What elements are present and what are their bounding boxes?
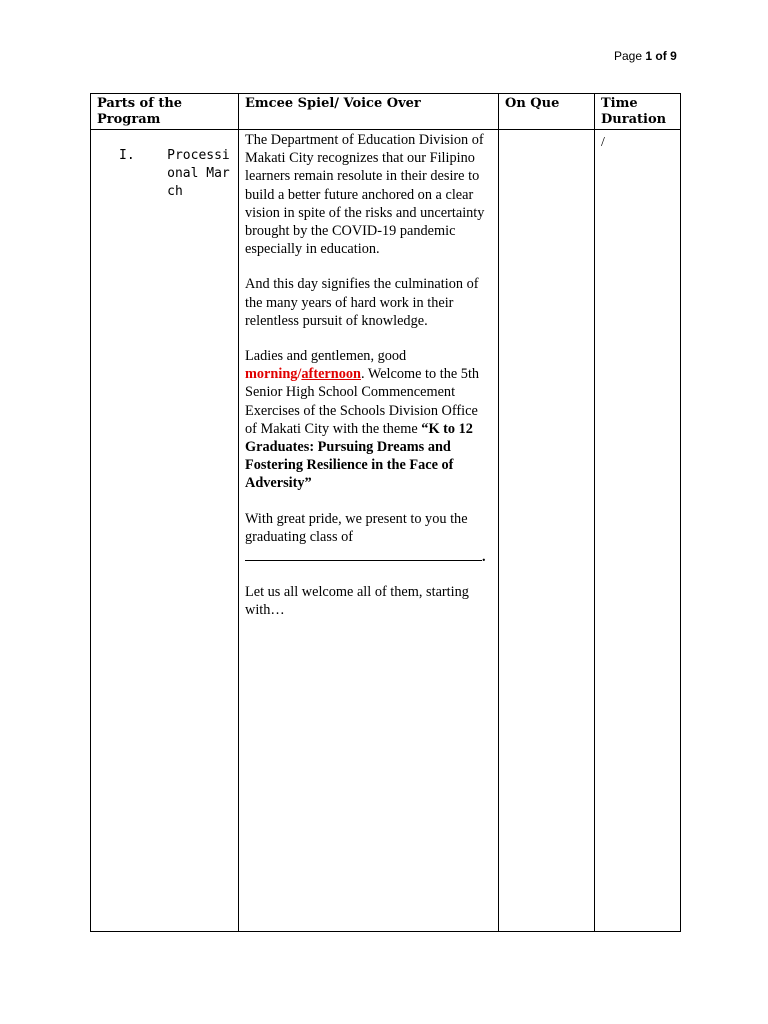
page-label: Page	[614, 49, 643, 63]
cue-cell	[499, 130, 595, 932]
header-cue: On Que	[499, 94, 595, 130]
welcome-text: . Welcome to the 5th Senior High School Commencement Exercises of the Schools Division Office of Makati City with the theme	[245, 366, 480, 437]
table-header-row	[91, 94, 681, 130]
page-of: of	[655, 49, 667, 63]
header-spiel: Emcee Spiel/ Voice Over	[239, 94, 499, 130]
spiel-cell	[239, 130, 499, 932]
greeting-text: Ladies and gentlemen, good	[245, 348, 407, 365]
spiel-paragraph-3	[245, 347, 492, 493]
time-value: /	[601, 135, 605, 150]
header-time: Time Duration	[595, 94, 681, 130]
part-numeral: I.	[119, 148, 135, 163]
spiel-paragraph-1: The Department of Education Division of Makati City recognizes that our Filipino learners remain resolute in their desire to build a better future anchored on a clear vision in spite of the risks and uncertainty brought by the COVID-19 pandemic especially in education.	[245, 132, 485, 258]
header-parts: Parts of the Program	[91, 94, 239, 130]
program-table	[90, 93, 681, 932]
spiel-paragraph-2: And this day signifies the culmination of the many years of hard work in their relentless pursuit of knowledge.	[245, 276, 479, 329]
spiel-paragraph-5: Let us all welcome all of them, starting with…	[245, 584, 469, 619]
present-text: With great pride, we present to you the graduating class of	[245, 510, 468, 545]
time-cell	[595, 130, 681, 932]
blank-period: .	[482, 549, 486, 566]
theme-text: “K to 12 Graduates: Pursuing Dreams and Fostering Resilience in the Face of Adversity”	[245, 420, 473, 492]
spiel-paragraph-4	[245, 510, 492, 567]
greeting-afternoon: afternoon	[301, 366, 361, 383]
page-current: 1	[645, 49, 653, 63]
table-row	[91, 130, 681, 932]
part-cell	[91, 130, 239, 932]
blank-line	[245, 546, 482, 561]
part-label: Processional March	[167, 148, 230, 199]
page-number	[614, 49, 677, 63]
greeting-morning: morning/	[245, 366, 302, 383]
page-total: 9	[670, 49, 677, 63]
